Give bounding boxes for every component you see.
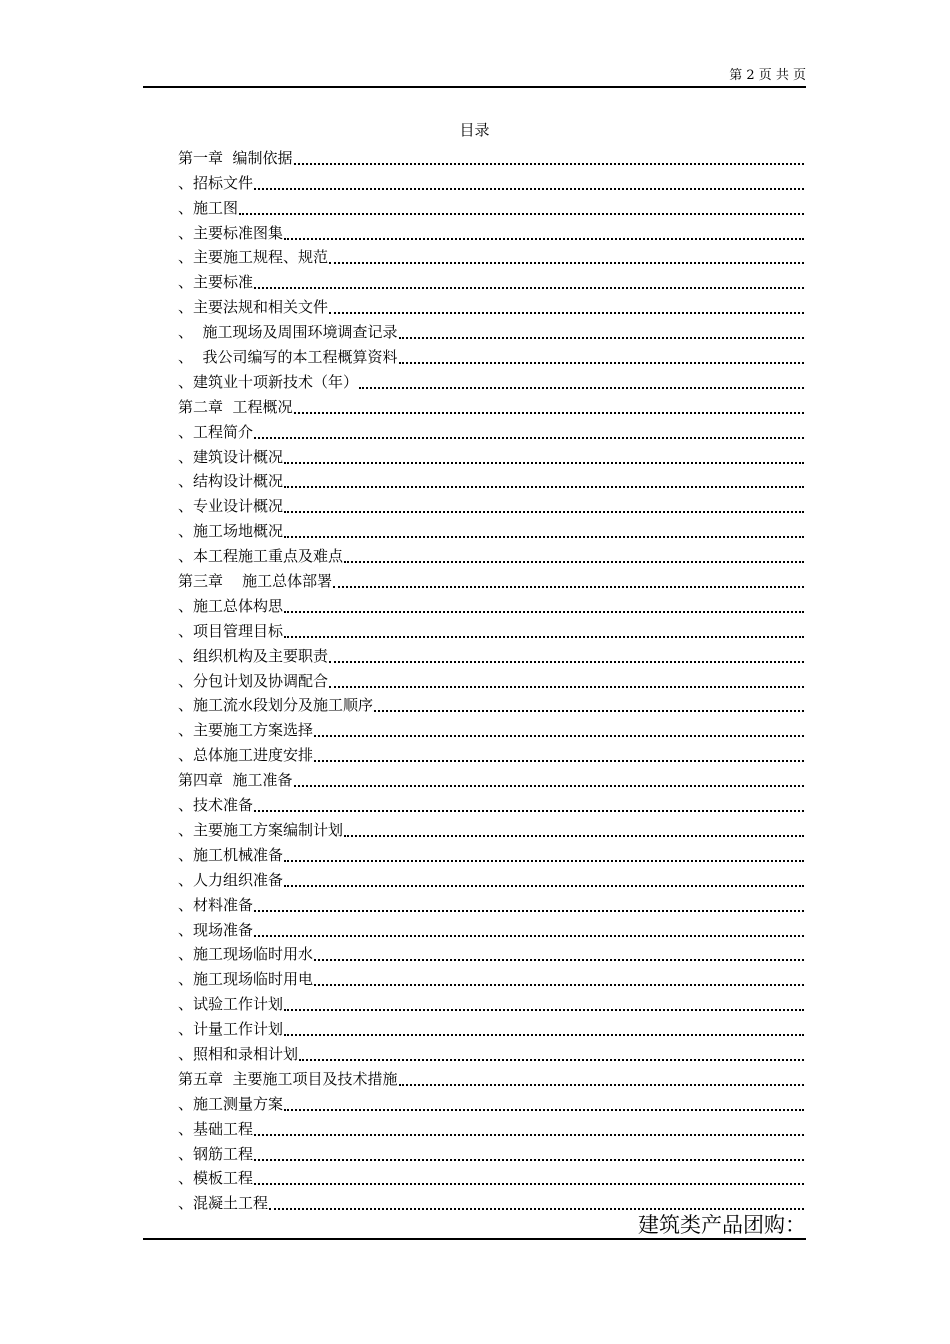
toc-entry[interactable] [178,616,804,641]
toc-entry[interactable] [178,243,804,268]
toc-dot-leader [329,312,804,314]
toc-dot-leader [284,536,804,538]
toc-dot-leader [284,462,804,464]
toc-entry[interactable] [178,1164,804,1189]
toc-dot-leader [374,710,804,712]
header-rule [143,86,806,88]
toc-entry[interactable] [178,417,804,442]
toc-entry-label: 、项目管理目标 [178,621,284,640]
toc-entry[interactable] [178,442,804,467]
toc-entry[interactable] [178,392,804,417]
toc-entry[interactable] [178,890,804,915]
toc-dot-leader [284,1034,804,1036]
toc-entry-label: 、组织机构及主要职责 [178,646,329,665]
toc-entry[interactable] [178,715,804,740]
toc-dot-leader [294,412,804,414]
toc-entry[interactable] [178,193,804,218]
toc-entry[interactable] [178,865,804,890]
toc-entry[interactable] [178,168,804,193]
table-of-contents [178,143,804,1213]
toc-dot-leader [284,1109,804,1111]
toc-entry[interactable] [178,840,804,865]
toc-title: 目录 [459,121,490,139]
toc-entry[interactable] [178,641,804,666]
toc-dot-leader [399,337,804,339]
toc-entry[interactable] [178,740,804,765]
toc-entry[interactable] [178,1014,804,1039]
toc-entry-label: 、工程简介 [178,422,254,441]
toc-dot-leader [314,959,804,961]
toc-entry-label: 、照相和录相计划 [178,1044,299,1063]
toc-dot-leader [254,188,804,190]
toc-dot-leader [284,636,804,638]
toc-entry-label: 、主要标准 [178,273,254,292]
toc-entry-label: 、分包计划及协调配合 [178,671,329,690]
toc-entry-label: 、材料准备 [178,895,254,914]
toc-entry[interactable] [178,1039,804,1064]
toc-entry[interactable] [178,143,804,168]
toc-entry-label: 第三章 施工总体部署 [178,572,333,591]
toc-dot-leader [329,661,804,663]
toc-entry[interactable] [178,1064,804,1089]
toc-entry[interactable] [178,915,804,940]
toc-entry-label: 、专业设计概况 [178,497,284,516]
toc-dot-leader [329,262,804,264]
toc-dot-leader [333,586,804,588]
toc-dot-leader [254,1159,804,1161]
toc-dot-leader [254,910,804,912]
toc-dot-leader [254,1183,804,1185]
toc-entry-label: 、模板工程 [178,1169,254,1188]
toc-dot-leader [254,287,804,289]
toc-entry-label: 第四章 施工准备 [178,771,293,790]
toc-dot-leader [239,213,804,215]
toc-entry[interactable] [178,367,804,392]
toc-entry[interactable] [178,989,804,1014]
toc-entry[interactable] [178,765,804,790]
toc-entry-label: 、技术准备 [178,796,254,815]
toc-entry-label: 第一章 编制依据 [178,148,293,167]
toc-dot-leader [269,1208,804,1210]
toc-entry[interactable] [178,1114,804,1139]
toc-dot-leader [314,735,804,737]
toc-entry-label: 、施工测量方案 [178,1094,284,1113]
toc-entry-label: 、结构设计概况 [178,472,284,491]
toc-dot-leader [254,1134,804,1136]
toc-entry-label: 、主要施工方案选择 [178,721,314,740]
toc-dot-leader [299,1059,804,1061]
toc-dot-leader [284,238,804,240]
toc-entry[interactable] [178,591,804,616]
toc-dot-leader [284,1009,804,1011]
footer-text: 建筑类产品团购： [638,1213,806,1237]
toc-entry-label: 、总体施工进度安排 [178,746,314,765]
toc-dot-leader [254,935,804,937]
page-number-header: 第 2 页 共 页 [729,68,806,83]
toc-entry[interactable] [178,467,804,492]
toc-entry[interactable] [178,267,804,292]
toc-entry-label: 第五章 主要施工项目及技术措施 [178,1069,398,1088]
toc-dot-leader [284,511,804,513]
toc-dot-leader [284,611,804,613]
toc-entry[interactable] [178,1188,804,1213]
toc-dot-leader [254,810,804,812]
toc-dot-leader [399,362,804,364]
toc-entry[interactable] [178,815,804,840]
toc-entry[interactable] [178,566,804,591]
toc-dot-leader [294,785,804,787]
toc-dot-leader [284,885,804,887]
toc-dot-leader [359,387,804,389]
toc-entry[interactable] [178,940,804,965]
toc-entry[interactable] [178,491,804,516]
toc-entry[interactable] [178,317,804,342]
toc-entry-label: 、施工现场临时用水 [178,945,314,964]
toc-entry[interactable] [178,1089,804,1114]
toc-entry-label: 、本工程施工重点及难点 [178,547,344,566]
toc-entry-label: 、建筑业十项新技术（年） [178,372,359,391]
toc-dot-leader [314,760,804,762]
toc-dot-leader [284,486,804,488]
toc-entry-label: 、 我公司编写的本工程概算资料 [178,348,398,367]
toc-dot-leader [344,835,804,837]
toc-entry-label: 、钢筋工程 [178,1144,254,1163]
toc-entry-label: 、施工图 [178,198,239,217]
toc-entry-label: 、基础工程 [178,1119,254,1138]
toc-dot-leader [344,561,804,563]
toc-entry-label: 、施工机械准备 [178,845,284,864]
toc-entry-label: 、试验工作计划 [178,995,284,1014]
toc-entry-label: 、主要施工方案编制计划 [178,820,344,839]
toc-entry-label: 、主要标准图集 [178,223,284,242]
toc-entry-label: 、招标文件 [178,173,254,192]
toc-dot-leader [284,860,804,862]
toc-dot-leader [399,1084,804,1086]
toc-entry[interactable] [178,790,804,815]
toc-entry[interactable] [178,691,804,716]
toc-entry-label: 、施工流水段划分及施工顺序 [178,696,374,715]
toc-entry[interactable] [178,516,804,541]
toc-entry-label: 、主要法规和相关文件 [178,298,329,317]
toc-entry-label: 、 施工现场及周围环境调查记录 [178,323,398,342]
toc-entry[interactable] [178,292,804,317]
toc-entry-label: 、施工现场临时用电 [178,970,314,989]
toc-dot-leader [294,163,804,165]
toc-entry-label: 、施工总体构思 [178,596,284,615]
toc-dot-leader [314,984,804,986]
toc-entry-label: 、计量工作计划 [178,1020,284,1039]
toc-entry-label: 、现场准备 [178,920,254,939]
toc-entry[interactable] [178,218,804,243]
toc-entry[interactable] [178,964,804,989]
toc-entry[interactable] [178,541,804,566]
toc-entry[interactable] [178,666,804,691]
toc-entry-label: 、建筑设计概况 [178,447,284,466]
footer-rule [143,1238,806,1240]
toc-entry[interactable] [178,1139,804,1164]
toc-dot-leader [254,437,804,439]
toc-entry-label: 第二章 工程概况 [178,397,293,416]
toc-dot-leader [329,686,804,688]
toc-entry-label: 、混凝土工程 [178,1194,269,1213]
toc-entry[interactable] [178,342,804,367]
toc-entry-label: 、施工场地概况 [178,522,284,541]
toc-entry-label: 、主要施工规程、规范 [178,248,329,267]
toc-entry-label: 、人力组织准备 [178,870,284,889]
